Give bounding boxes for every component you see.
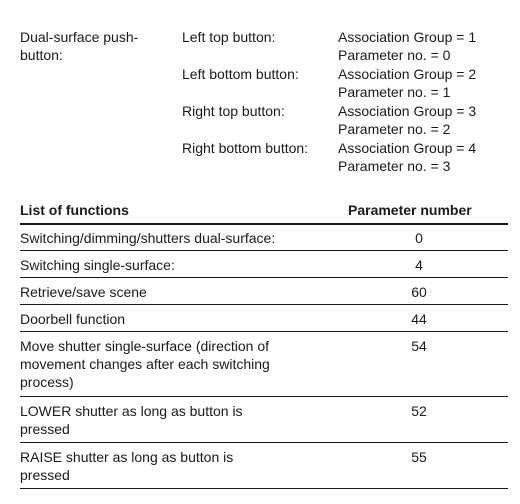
parameter-value-6: 55 xyxy=(411,449,427,465)
right-bottom-button-label: Right bottom button: xyxy=(182,140,309,156)
row-divider xyxy=(20,442,508,443)
parameter-no-0: Parameter no. = 0 xyxy=(338,47,451,63)
parameter-value-4: 54 xyxy=(411,338,427,354)
table-bottom-rule xyxy=(20,488,508,489)
function-row-0: Switching/dimming/shutters dual-surface: xyxy=(20,230,276,246)
function-row-1: Switching single-surface: xyxy=(20,257,175,273)
right-top-button-label: Right top button: xyxy=(182,103,285,119)
association-group-2: Association Group = 2 xyxy=(338,66,477,82)
row-divider xyxy=(20,304,508,305)
association-group-4: Association Group = 4 xyxy=(338,140,477,156)
function-row-2: Retrieve/save scene xyxy=(20,284,147,300)
dual-surface-label: Dual-surface push-button: xyxy=(20,29,139,63)
parameter-value-5: 52 xyxy=(411,403,427,419)
row-divider xyxy=(20,396,508,397)
parameter-no-1: Parameter no. = 1 xyxy=(338,84,451,100)
parameter-value-3: 44 xyxy=(411,311,427,327)
parameter-value-2: 60 xyxy=(411,284,427,300)
row-divider xyxy=(20,277,508,278)
function-row-4: Move shutter single-surface (direction of movement changes after each switching process) xyxy=(20,338,270,390)
parameter-number-header: Parameter number xyxy=(348,202,472,218)
function-row-6: RAISE shutter as long as button is pressed xyxy=(20,449,234,483)
parameter-value-1: 4 xyxy=(415,257,423,273)
left-bottom-button-label: Left bottom button: xyxy=(182,66,299,82)
parameter-no-2: Parameter no. = 2 xyxy=(338,121,451,137)
function-row-3: Doorbell function xyxy=(20,311,126,327)
function-row-5: LOWER shutter as long as button is pressed xyxy=(20,403,243,437)
functions-header: List of functions xyxy=(20,202,129,218)
parameter-no-3: Parameter no. = 3 xyxy=(338,158,451,174)
row-divider xyxy=(20,331,508,332)
association-group-1: Association Group = 1 xyxy=(338,29,477,45)
row-divider xyxy=(20,250,508,251)
header-divider xyxy=(20,223,508,225)
association-group-3: Association Group = 3 xyxy=(338,103,477,119)
left-top-button-label: Left top button: xyxy=(182,29,276,45)
parameter-value-0: 0 xyxy=(415,230,423,246)
